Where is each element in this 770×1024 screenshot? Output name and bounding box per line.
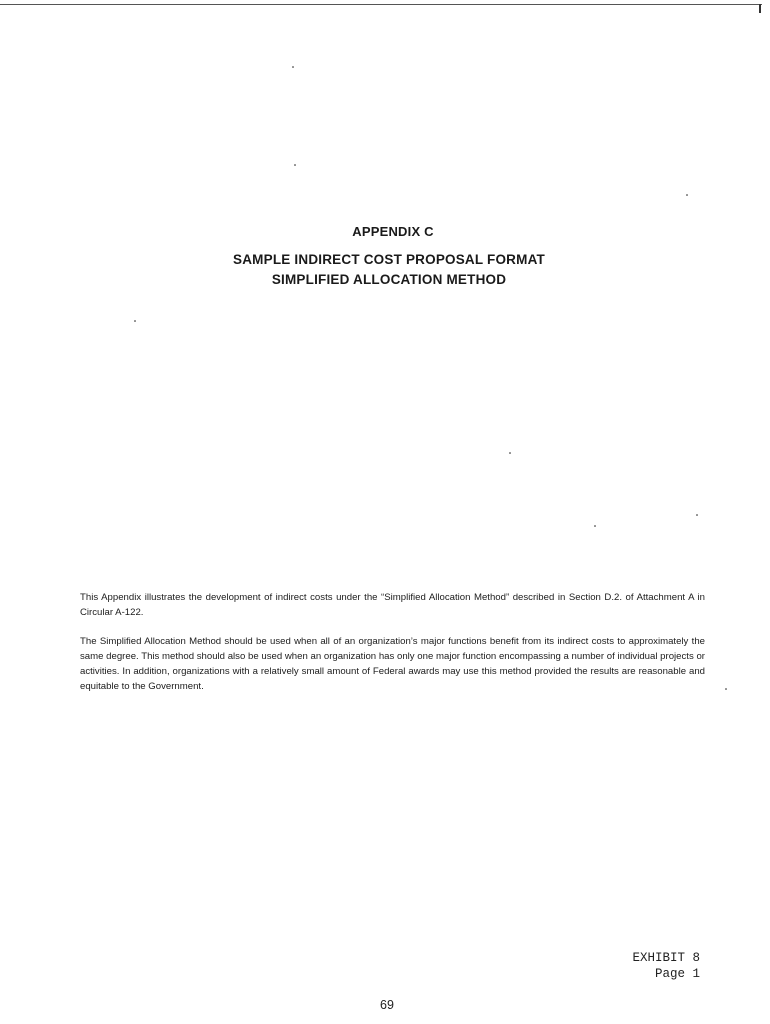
exhibit-label-block bbox=[632, 950, 700, 982]
scan-speck bbox=[696, 514, 698, 516]
top-border-tick bbox=[759, 4, 761, 13]
intro-paragraph: This Appendix illustrates the development of indirect costs under the “Simplified Allocation Method” described in Section D.2. of Attachment A in Circular A-122. bbox=[80, 592, 705, 618]
exhibit-page: Page 1 bbox=[654, 967, 700, 981]
scan-speck bbox=[686, 194, 688, 196]
document-subtitle: SIMPLIFIED ALLOCATION METHOD bbox=[271, 272, 507, 287]
scan-speck bbox=[509, 452, 511, 454]
scan-speck bbox=[294, 164, 296, 166]
exhibit-label: EXHIBIT 8 bbox=[632, 951, 700, 965]
appendix-heading: APPENDIX C bbox=[352, 224, 434, 239]
scan-speck bbox=[725, 688, 727, 690]
scan-speck bbox=[594, 525, 596, 527]
page-number: 69 bbox=[380, 998, 394, 1012]
scan-speck bbox=[292, 66, 294, 68]
scan-speck bbox=[134, 320, 136, 322]
method-paragraph: The Simplified Allocation Method should be used when all of an organization’s major functions benefit from its indirect costs to approximately the same degree. This method should also be used when an organization has only one major function encompassing a number of individual projects or activities. In addition, organizations with a relatively small amount of Federal awards may use this method provided the results are reasonable and equitable to the Government. bbox=[80, 636, 705, 692]
document-title: SAMPLE INDIRECT COST PROPOSAL FORMAT bbox=[233, 252, 545, 267]
top-border-rule bbox=[0, 4, 762, 5]
